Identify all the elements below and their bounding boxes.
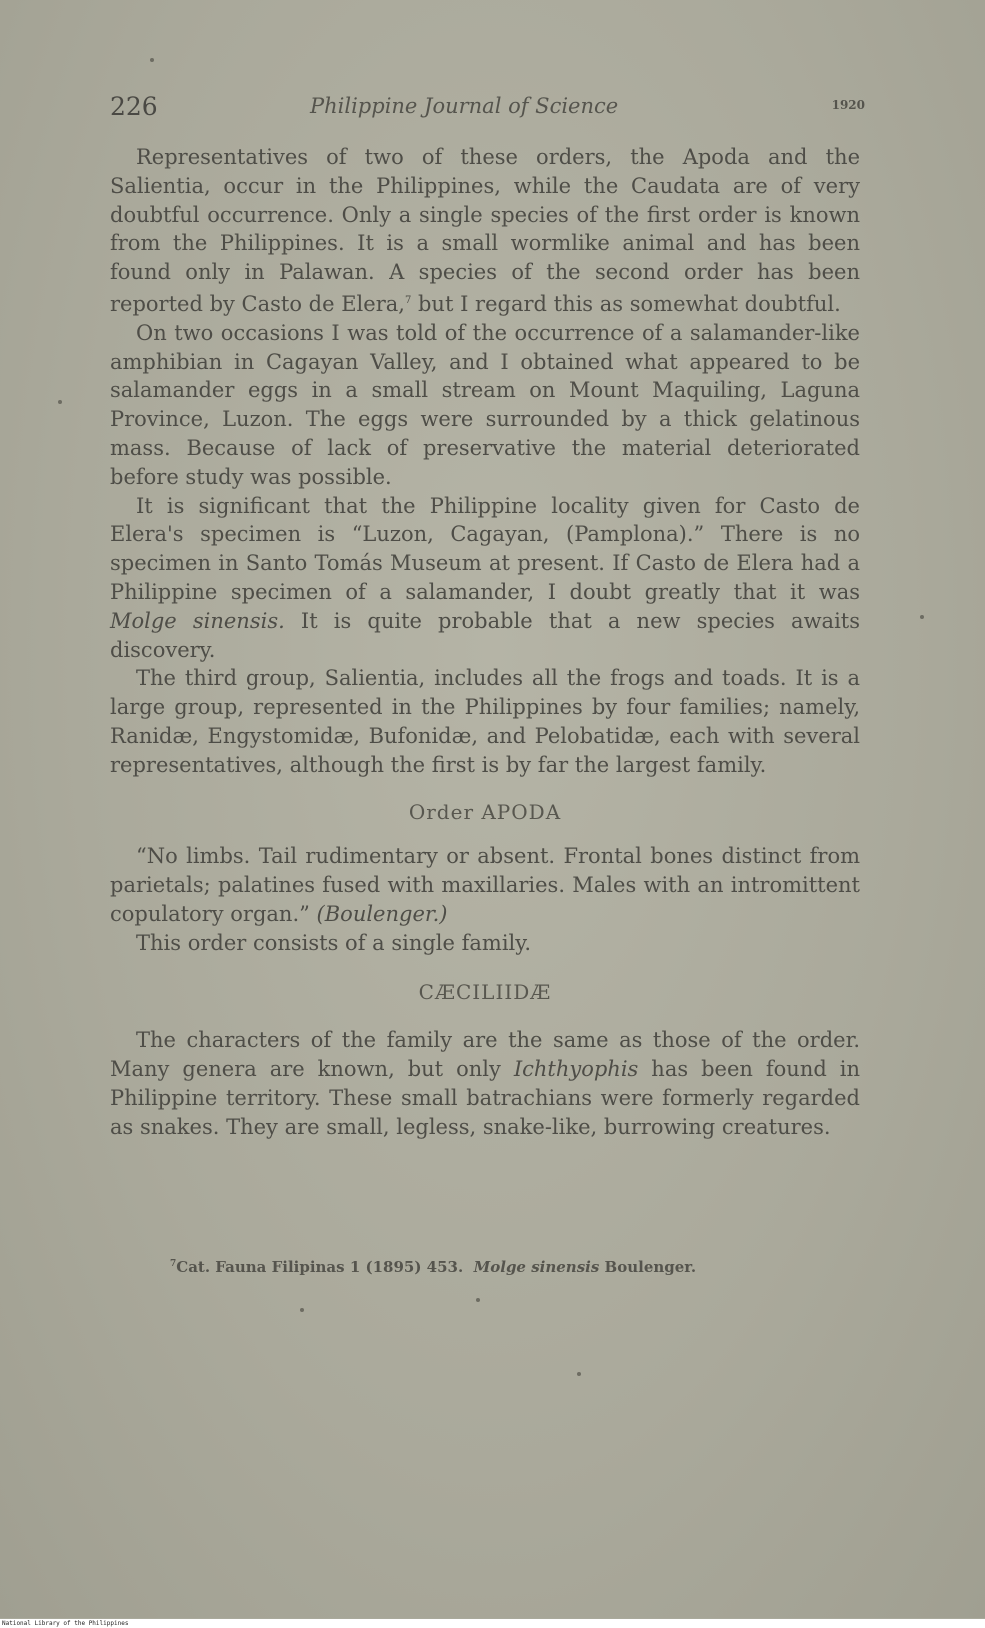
speck-decoration	[577, 1372, 581, 1376]
article-body	[110, 143, 860, 1142]
order-description	[110, 842, 860, 928]
genus-name: Ichthyophis	[513, 1057, 639, 1082]
paragraph-1	[110, 143, 860, 319]
paragraph-4: The third group, Salientia, includes all the frogs and toads. It is a large group, represented in the Philippines by four families; namely, Ranidæ, Engystomidæ, Bufonidæ, and Pelobatidæ, each with several representatives, although the first is by far the largest family.	[110, 666, 860, 777]
quote-source: (Boulenger.)	[316, 901, 448, 926]
footnote-ref: 7	[404, 294, 412, 306]
footnote-author: Boulenger.	[604, 1258, 697, 1276]
paragraph-3-text: It is significant that the Philippine locality given for Casto de Elera's specimen is “Luzon, Cagayan, (Pamplona).” There is no specimen in Santo Tomás Museum at present. If Casto de Elera had a Philippine specimen of a salamander, I doubt greatly that it was	[110, 493, 860, 604]
family-description	[110, 1026, 860, 1141]
speck-decoration	[300, 1308, 304, 1312]
speck-decoration	[150, 58, 154, 62]
page-number: 226	[110, 92, 158, 121]
speck-decoration	[920, 615, 924, 619]
footnote-marker: 7	[170, 1259, 177, 1269]
paragraph-1-text: Representatives of two of these orders, the Apoda and the Salientia, occur in the Philippines, while the Caudata are of very doubtful occurrence. Only a single species of the first order is known from the Philippines. It is a small wormlike animal and has been found only in Palawan. A species of the second order has been reported by Casto de Elera,	[110, 145, 860, 316]
journal-title: Philippine Journal of Science	[310, 94, 619, 118]
order-quote: “No limbs. Tail rudimentary or absent. Frontal bones distinct from parietals; palatines fused with maxillaries. Males with an intromittent copulatory organ.”	[110, 844, 860, 926]
speck-decoration	[58, 400, 62, 404]
family-heading: CÆCILIIDÆ	[418, 979, 552, 1004]
paragraph-3-tail: It is quite probable that a new species awaits discovery.	[110, 608, 860, 662]
family-text-tail: has been found in Philippine territory. These small batrachians were formerly regarded as snakes. They are small, legless, snake-like, burrowing creatures.	[110, 1057, 860, 1139]
footnote	[170, 1258, 870, 1276]
paragraph-1-tail: but I regard this as somewhat doubtful.	[411, 291, 841, 316]
speck-decoration	[476, 1298, 480, 1302]
footnote-species: Molge sinensis	[473, 1258, 600, 1276]
library-credit: National Library of the Philippines	[0, 1619, 985, 1628]
footnote-text: Cat. Fauna Filipinas 1 (1895) 453.	[176, 1258, 464, 1276]
order-heading: Order APODA	[408, 799, 562, 824]
family-text: The characters of the family are the same as those of the order. Many genera are known, but only	[110, 1028, 860, 1082]
paragraph-3	[110, 492, 860, 665]
species-name: Molge sinensis.	[110, 608, 285, 633]
publication-year: 1920	[831, 98, 865, 112]
paragraph-2: On two occasions I was told of the occurrence of a salamander-like amphibian in Cagayan Valley, and I obtained what appeared to be salamander eggs in a small stream on Mount Maquiling, Laguna Province, Luzon. The eggs were surrounded by a thick gelatinous mass. Because of lack of preservative the material deteriorated before study was possible.	[110, 320, 860, 489]
page-header	[110, 92, 865, 124]
order-note: This order consists of a single family.	[136, 930, 532, 955]
